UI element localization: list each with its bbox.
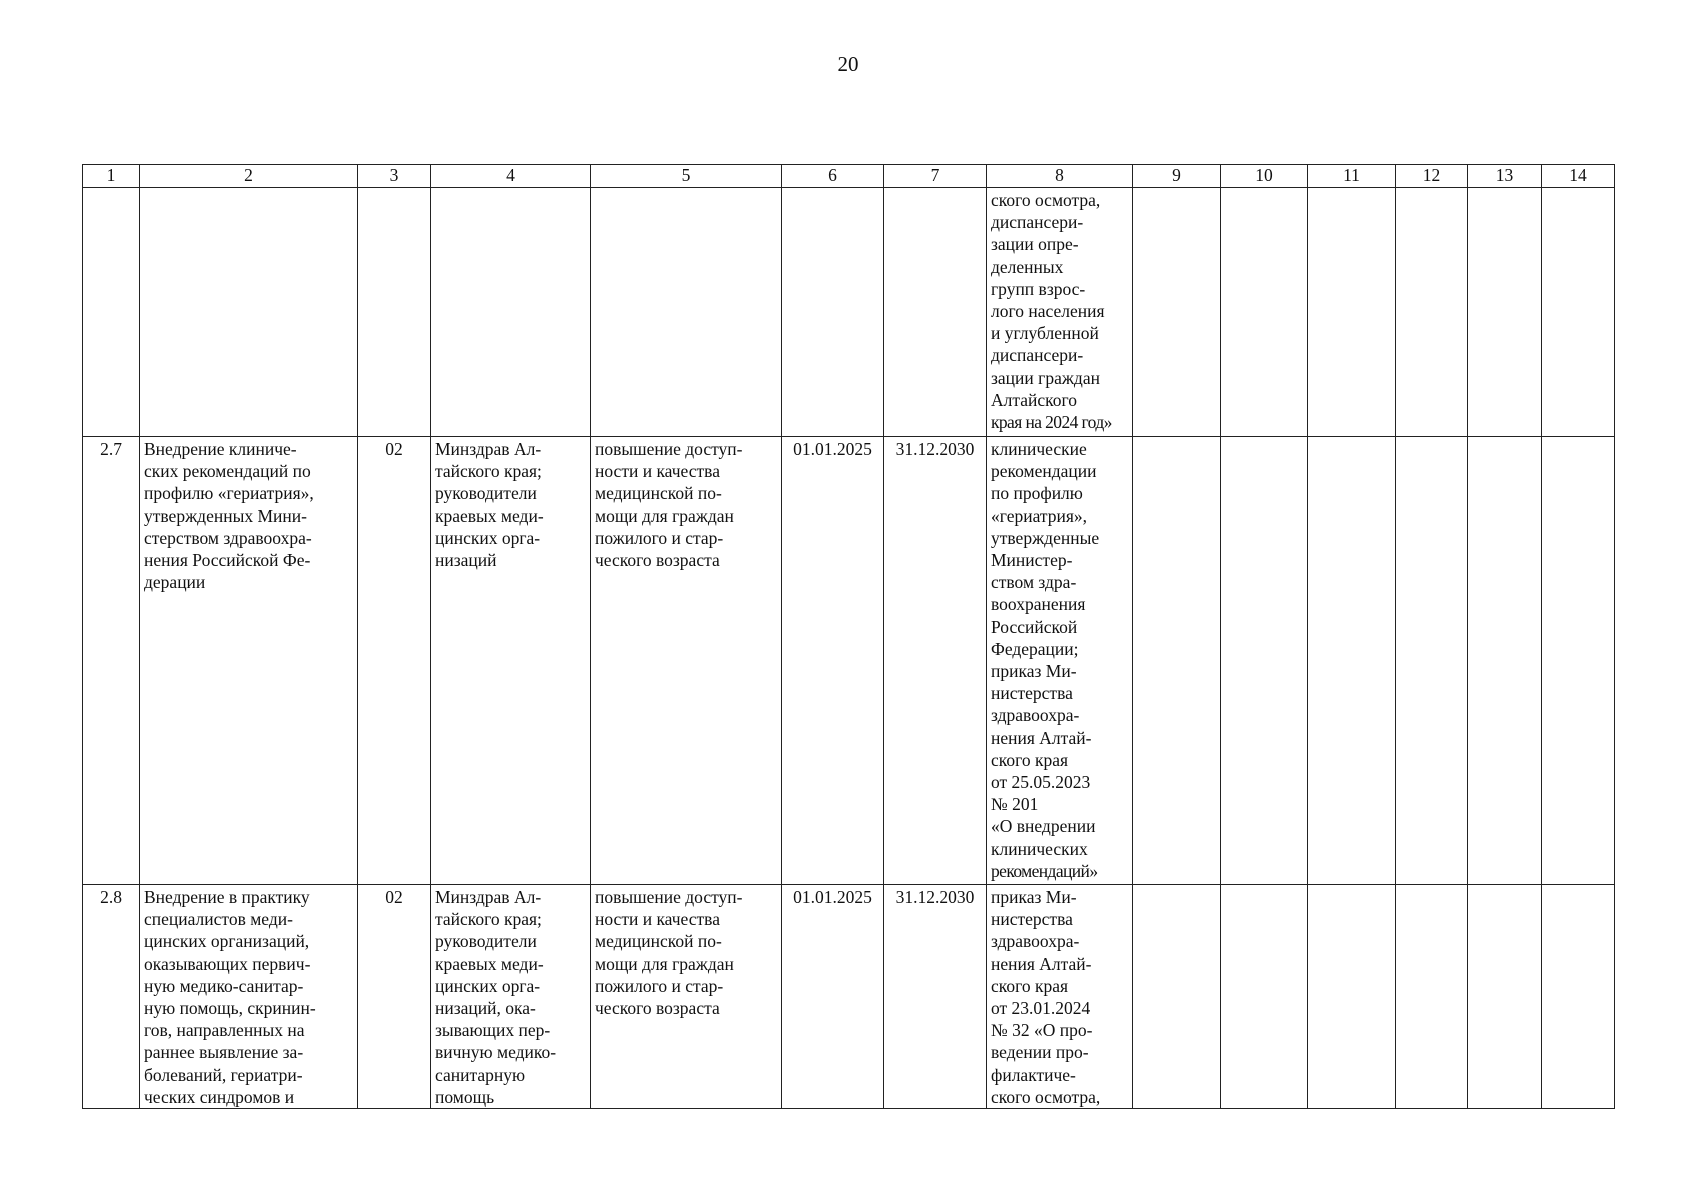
measure-name-line: ческих синдромов и [144, 1086, 295, 1107]
responsible-cell [431, 188, 591, 437]
column-header: 9 [1133, 165, 1221, 188]
document-line: по профилю [991, 483, 1083, 504]
empty-cell [1468, 188, 1542, 437]
document-line: зации опре- [991, 234, 1079, 255]
document-line: от 23.01.2024 [991, 998, 1091, 1019]
result-cell [591, 885, 782, 1109]
measure-name-line: оказывающих первич- [144, 953, 311, 974]
document-line: рекомендации [991, 461, 1097, 482]
responsible-line: Минздрав Ал- [435, 887, 542, 907]
responsible-line: цинских орга- [435, 527, 541, 548]
column-header: 13 [1468, 165, 1542, 188]
start-date-cell: 01.01.2025 [782, 437, 884, 885]
document-line: ского края [991, 749, 1069, 770]
document-line: лого населения [991, 301, 1105, 322]
responsible-line: краевых меди- [435, 505, 544, 526]
measure-name-line: Внедрение в практику [144, 887, 310, 907]
column-header: 8 [987, 165, 1133, 188]
document-line: Федерации; [991, 638, 1079, 659]
column-header: 2 [140, 165, 358, 188]
column-header: 4 [431, 165, 591, 188]
result-line: ности и качества [595, 461, 720, 482]
measure-name-line: ную помощь, скринин- [144, 998, 316, 1019]
result-line: медицинской по- [595, 931, 722, 952]
document-line: нистерства [991, 909, 1073, 930]
document-line: ского края [991, 975, 1069, 996]
document-line: ского осмотра, [991, 190, 1101, 210]
document-line: деленных [991, 256, 1064, 277]
table-row [83, 188, 1615, 437]
responsible-line: краевых меди- [435, 953, 544, 974]
document-line: филактиче- [991, 1064, 1076, 1085]
end-date-cell: 31.12.2030 [884, 437, 987, 885]
column-header: 6 [782, 165, 884, 188]
measure-name-line: нения Российской Фе- [144, 550, 311, 571]
responsible-line: руководители [435, 931, 537, 952]
document-line: зации граждан [991, 367, 1100, 388]
measure-name-cell [140, 188, 358, 437]
result-line: ческого возраста [595, 998, 720, 1019]
result-line: повышение доступ- [595, 887, 743, 907]
document-line: диспансери- [991, 212, 1084, 233]
document-line: Российской [991, 616, 1078, 637]
document-line: приказ Ми- [991, 887, 1077, 907]
document-cell [987, 885, 1133, 1109]
responsible-cell [431, 437, 591, 885]
measure-name-cell [140, 885, 358, 1109]
document-line: «О внедрении [991, 816, 1096, 837]
empty-cell [1133, 437, 1221, 885]
measure-name-line: болеваний, гериатри- [144, 1064, 303, 1085]
responsible-line: Минздрав Ал- [435, 439, 542, 459]
empty-cell [1468, 437, 1542, 885]
document-line: № 201 [991, 794, 1039, 815]
table-row [83, 885, 1615, 1109]
document-line: здравоохра- [991, 931, 1080, 952]
document-line: диспансери- [991, 345, 1084, 366]
document-line: утвержденные [991, 527, 1100, 548]
empty-cell [1221, 188, 1308, 437]
column-header: 11 [1308, 165, 1396, 188]
column-header: 5 [591, 165, 782, 188]
document-line: края на 2024 год» [991, 412, 1112, 433]
document-cell [987, 437, 1133, 885]
result-line: повышение доступ- [595, 439, 743, 459]
measure-name-line: раннее выявление за- [144, 1042, 304, 1063]
document-line: ством здра- [991, 572, 1077, 593]
code-cell [358, 188, 431, 437]
item-number-cell: 2.8 [83, 885, 140, 1109]
column-header: 12 [1396, 165, 1468, 188]
responsible-line: цинских орга- [435, 975, 541, 996]
measure-name-line: Внедрение клиниче- [144, 439, 297, 459]
document-line: рекомендаций» [991, 860, 1098, 881]
empty-cell [1221, 437, 1308, 885]
responsible-line: тайского края; [435, 461, 542, 482]
item-number-cell [83, 188, 140, 437]
responsible-line: санитарную [435, 1064, 526, 1085]
document-line: нения Алтай- [991, 953, 1092, 974]
document-line: № 32 «О про- [991, 1020, 1093, 1041]
document-line: клинических [991, 838, 1088, 859]
empty-cell [1542, 188, 1615, 437]
document-line: групп взрос- [991, 278, 1086, 299]
empty-cell [1468, 885, 1542, 1109]
document-line: Алтайского [991, 389, 1077, 410]
document-line: от 25.05.2023 [991, 772, 1091, 793]
start-date-cell: 01.01.2025 [782, 885, 884, 1109]
item-number-cell: 2.7 [83, 437, 140, 885]
measure-name-line: гов, направленных на [144, 1020, 305, 1041]
measure-name-line: дерации [144, 572, 206, 593]
measure-name-line: ских рекомендаций по [144, 461, 311, 482]
result-line: мощи для граждан [595, 953, 734, 974]
document-line: воохранения [991, 594, 1086, 615]
column-header: 10 [1221, 165, 1308, 188]
result-line: пожилого и стар- [595, 975, 724, 996]
result-line: мощи для граждан [595, 505, 734, 526]
responsible-line: вичную медико- [435, 1042, 557, 1063]
code-cell: 02 [358, 885, 431, 1109]
document-line: «гериатрия», [991, 505, 1088, 526]
end-date-cell [884, 188, 987, 437]
page-number: 20 [837, 52, 859, 76]
empty-cell [1542, 437, 1615, 885]
measure-name-line: специалистов меди- [144, 909, 293, 930]
empty-cell [1133, 188, 1221, 437]
empty-cell [1308, 437, 1396, 885]
empty-cell [1396, 885, 1468, 1109]
column-header: 3 [358, 165, 431, 188]
responsible-cell [431, 885, 591, 1109]
column-header: 14 [1542, 165, 1615, 188]
code-cell: 02 [358, 437, 431, 885]
empty-cell [1308, 188, 1396, 437]
measure-name-line: утвержденных Мини- [144, 505, 307, 526]
result-line: ности и качества [595, 909, 720, 930]
document-cell [987, 188, 1133, 437]
table-row [83, 437, 1615, 885]
action-plan-table [82, 164, 1615, 1109]
result-line: ческого возраста [595, 550, 720, 571]
empty-cell [1133, 885, 1221, 1109]
measure-name-cell [140, 437, 358, 885]
column-header: 7 [884, 165, 987, 188]
measure-name-line: ную медико-санитар- [144, 975, 304, 996]
document-line: нистерства [991, 683, 1073, 704]
responsible-line: помощь [435, 1086, 495, 1107]
responsible-line: зывающих пер- [435, 1020, 551, 1041]
result-line: медицинской по- [595, 483, 722, 504]
empty-cell [1542, 885, 1615, 1109]
document-line: клинические [991, 439, 1087, 459]
empty-cell [1308, 885, 1396, 1109]
document-line: здравоохра- [991, 705, 1080, 726]
responsible-line: руководители [435, 483, 537, 504]
result-cell [591, 437, 782, 885]
document-line: Министер- [991, 550, 1073, 571]
empty-cell [1396, 188, 1468, 437]
header-row [83, 165, 1615, 188]
responsible-line: тайского края; [435, 909, 542, 930]
measure-name-line: профилю «гериатрия», [144, 483, 314, 504]
measure-name-line: цинских организаций, [144, 931, 310, 952]
document-line: ведении про- [991, 1042, 1089, 1063]
result-line: пожилого и стар- [595, 527, 724, 548]
document-line: нения Алтай- [991, 727, 1092, 748]
document-line: приказ Ми- [991, 661, 1077, 682]
document-line: ского осмотра, [991, 1086, 1101, 1107]
document-line: и углубленной [991, 323, 1099, 344]
responsible-line: низаций, ока- [435, 998, 536, 1019]
start-date-cell [782, 188, 884, 437]
empty-cell [1396, 437, 1468, 885]
responsible-line: низаций [435, 550, 497, 571]
empty-cell [1221, 885, 1308, 1109]
column-header: 1 [83, 165, 140, 188]
measure-name-line: стерством здравоохра- [144, 527, 312, 548]
end-date-cell: 31.12.2030 [884, 885, 987, 1109]
result-cell [591, 188, 782, 437]
